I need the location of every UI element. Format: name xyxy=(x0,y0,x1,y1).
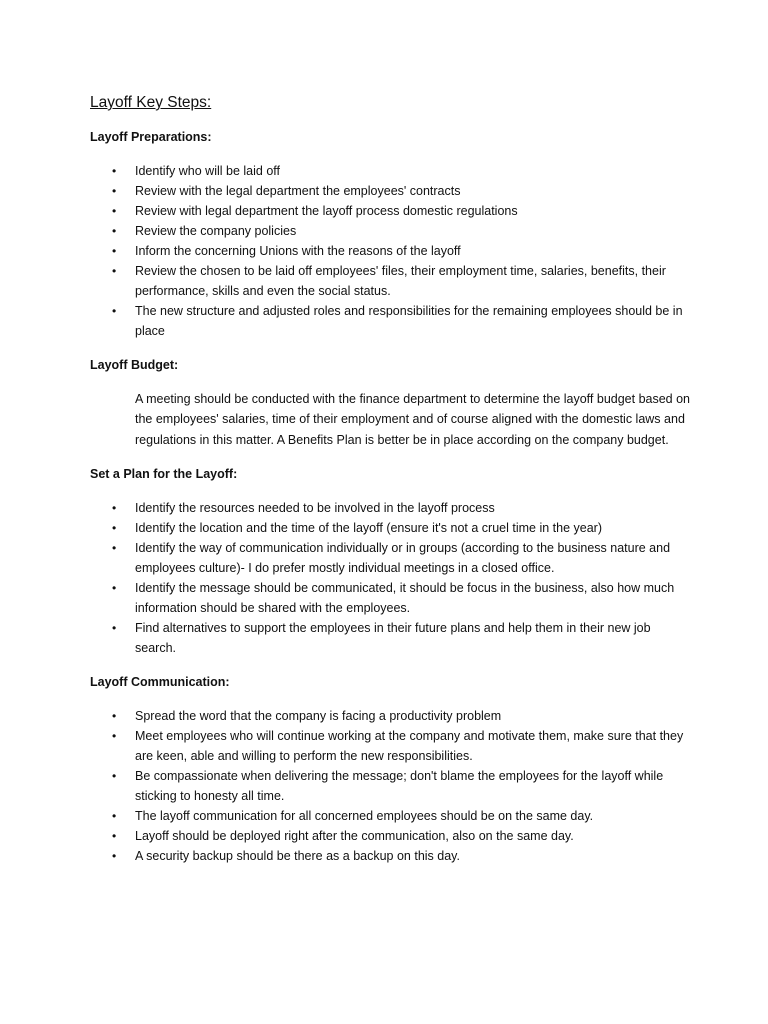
list-item-text: A security backup should be there as a backup on this day. xyxy=(135,848,460,863)
list-item-text: Review with legal department the layoff process domestic regulations xyxy=(135,204,518,218)
list-item-text: Identify the location and the time of the layoff (ensure it's not a cruel time in the year) xyxy=(135,520,602,535)
list-item-text: The new structure and adjusted roles and responsibilities for the remaining employees should be in place xyxy=(135,304,683,338)
bullet-list xyxy=(90,161,690,341)
section-heading: Layoff Preparations: xyxy=(90,130,212,144)
section-heading: Set a Plan for the Layoff: xyxy=(90,466,238,481)
list-item xyxy=(90,221,690,241)
list-item xyxy=(90,241,690,261)
list-item xyxy=(90,578,690,618)
list-item-text: Meet employees who will continue working at the company and motivate them, make sure that they are keen, able and willing to perform the new responsibilities. xyxy=(135,728,684,763)
section-heading: Layoff Communication: xyxy=(90,674,230,689)
list-item-text: Find alternatives to support the employees in their future plans and help them in their new job search. xyxy=(135,620,651,655)
bullet-icon: • xyxy=(112,184,117,198)
bullet-icon: • xyxy=(112,224,117,238)
list-item-text: Be compassionate when delivering the message; don't blame the employees for the layoff while sticking to honesty all time. xyxy=(135,768,664,803)
bullet-icon: • xyxy=(112,620,117,635)
bullet-icon: • xyxy=(112,580,117,595)
list-item xyxy=(90,301,690,341)
bullet-list xyxy=(90,706,690,866)
list-item xyxy=(90,538,690,578)
section-paragraph: A meeting should be conducted with the finance department to determine the layoff budget based on the employees' salaries, time of their employment and of course aligned with the domestic laws and regulations in this matter. A Benefits Plan is better be in place according on the company budget. xyxy=(135,392,691,447)
list-item xyxy=(90,766,690,806)
document-page xyxy=(90,93,690,881)
bullet-icon: • xyxy=(112,520,117,535)
list-item-text: Identify who will be laid off xyxy=(135,164,280,178)
list-item-text: Identify the way of communication individually or in groups (according to the business nature and employees culture)- I do prefer mostly individual meetings in a closed office. xyxy=(135,540,671,575)
section-set-a-plan xyxy=(90,465,690,658)
bullet-icon: • xyxy=(112,808,117,823)
bullet-icon: • xyxy=(112,164,117,178)
list-item-text: Inform the concerning Unions with the reasons of the layoff xyxy=(135,244,461,258)
list-item-text: Identify the message should be communicated, it should be focus in the business, also how much information should be shared with the employees. xyxy=(135,580,675,615)
bullet-icon: • xyxy=(112,304,117,318)
section-layoff-communication xyxy=(90,673,690,866)
bullet-icon: • xyxy=(112,828,117,843)
bullet-icon: • xyxy=(112,768,117,783)
bullet-icon: • xyxy=(112,540,117,555)
bullet-icon: • xyxy=(112,708,117,723)
list-item xyxy=(90,618,690,658)
list-item xyxy=(90,181,690,201)
list-item-text: Review with the legal department the employees' contracts xyxy=(135,184,461,198)
list-item xyxy=(90,498,690,518)
list-item xyxy=(90,726,690,766)
list-item xyxy=(90,706,690,726)
bullet-list xyxy=(90,498,690,658)
list-item xyxy=(90,201,690,221)
list-item xyxy=(90,161,690,181)
bullet-icon: • xyxy=(112,244,117,258)
list-item-text: Review the company policies xyxy=(135,224,297,238)
list-item-text: Spread the word that the company is facing a productivity problem xyxy=(135,708,502,723)
bullet-icon: • xyxy=(112,848,117,863)
list-item xyxy=(90,518,690,538)
list-item xyxy=(90,261,690,301)
bullet-icon: • xyxy=(112,264,117,278)
list-item-text: The layoff communication for all concerned employees should be on the same day. xyxy=(135,808,594,823)
bullet-icon: • xyxy=(112,204,117,218)
list-item-text: Layoff should be deployed right after the communication, also on the same day. xyxy=(135,828,574,843)
section-heading: Layoff Budget: xyxy=(90,358,179,372)
list-item xyxy=(90,826,690,846)
list-item xyxy=(90,846,690,866)
list-item xyxy=(90,806,690,826)
list-item-text: Identify the resources needed to be involved in the layoff process xyxy=(135,500,495,515)
bullet-icon: • xyxy=(112,728,117,743)
list-item-text: Review the chosen to be laid off employees' files, their employment time, salaries, benefits, their performance, skills and even the social status. xyxy=(135,264,666,298)
document-title: Layoff Key Steps: xyxy=(90,94,212,111)
bullet-icon: • xyxy=(112,500,117,515)
section-layoff-budget xyxy=(90,356,690,450)
section-layoff-preparations xyxy=(90,128,690,341)
